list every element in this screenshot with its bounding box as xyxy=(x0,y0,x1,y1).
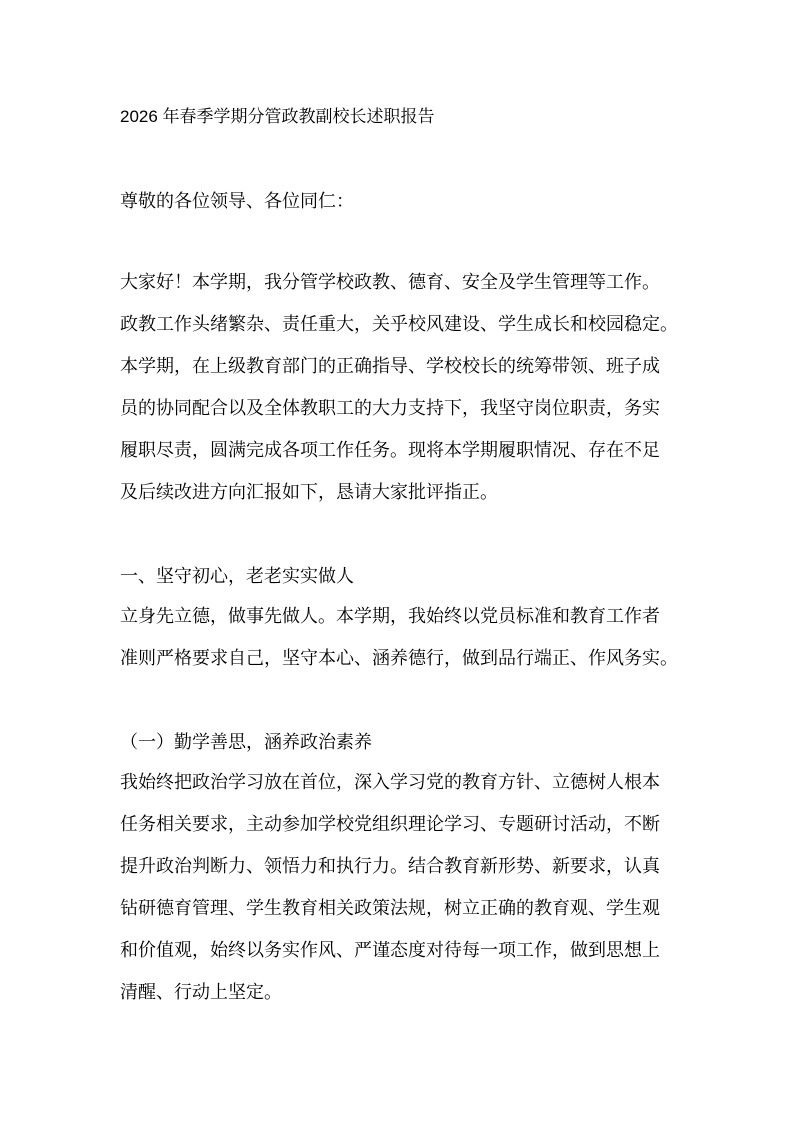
subsection-line: 任务相关要求，主动参加学校党组织理论学习、专题研讨活动，不断 xyxy=(120,814,660,835)
subsection-line: 清醒、行动上坚定。 xyxy=(120,982,282,1003)
subsection-line: 钻研德育管理、学生教育相关政策法规，树立正确的教育观、学生观 xyxy=(120,898,660,919)
subsection-line: 提升政治判断力、领悟力和执行力。结合教育新形势、新要求，认真 xyxy=(120,856,660,877)
salutation: 尊敬的各位领导、各位同仁： xyxy=(120,191,354,212)
document-title: 2026 年春季学期分管政教副校长述职报告 xyxy=(120,107,435,126)
intro-line: 大家好！本学期，我分管学校政教、德育、安全及学生管理等工作。 xyxy=(120,272,660,293)
section-line: 立身先立德，做事先做人。本学期，我始终以党员标准和教育工作者 xyxy=(120,606,660,627)
intro-line: 本学期，在上级教育部门的正确指导、学校校长的统筹带领、班子成 xyxy=(120,356,660,377)
subsection-heading: （一）勤学善思，涵养政治素养 xyxy=(120,732,372,753)
intro-line: 及后续改进方向汇报如下，恳请大家批评指正。 xyxy=(120,482,498,503)
subsection-line: 和价值观，始终以务实作风、严谨态度对待每一项工作，做到思想上 xyxy=(120,940,660,961)
intro-line: 员的协同配合以及全体教职工的大力支持下，我坚守岗位职责，务实 xyxy=(120,398,660,419)
section-line: 准则严格要求自己，坚守本心、涵养德行，做到品行端正、作风务实。 xyxy=(120,648,678,669)
section-heading: 一、坚守初心，老老实实做人 xyxy=(120,566,354,587)
intro-line: 政教工作头绪繁杂、责任重大，关乎校风建设、学生成长和校园稳定。 xyxy=(120,314,678,335)
intro-line: 履职尽责，圆满完成各项工作任务。现将本学期履职情况、存在不足 xyxy=(120,440,660,461)
subsection-line: 我始终把政治学习放在首位，深入学习党的教育方针、立德树人根本 xyxy=(120,772,660,793)
